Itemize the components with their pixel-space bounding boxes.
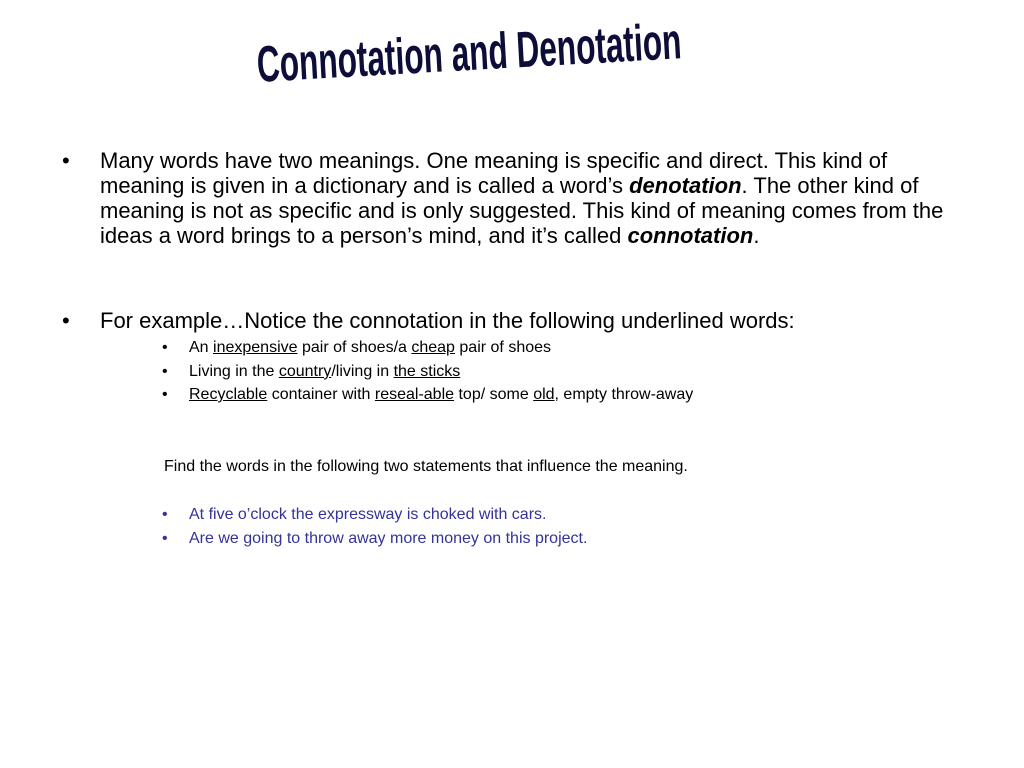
example-text: top/ some <box>454 386 534 403</box>
slide-title: Connotation and Denotation <box>255 12 683 93</box>
statement-list <box>162 503 962 550</box>
bullet-example <box>62 308 962 333</box>
underlined-word: inexpensive <box>213 339 298 356</box>
underlined-word: the sticks <box>393 362 461 380</box>
example-text: pair of shoes <box>454 339 552 356</box>
bullet-example-text: For example…Notice the connotation in the following underlined words: <box>100 308 795 333</box>
example-text: Living in the <box>189 362 279 380</box>
title-area <box>0 0 1024 110</box>
title-svg <box>0 0 1024 110</box>
bullet-marker: • <box>162 529 168 547</box>
example-item <box>162 383 962 407</box>
statement-text: Are we going to throw away more money on this project. <box>189 529 588 547</box>
statement-text: At five o’clock the expressway is choked with cars. <box>189 506 547 523</box>
example-text: An <box>189 339 214 356</box>
bullet-definition <box>62 148 962 248</box>
statement-item <box>162 527 962 551</box>
example-text: /living in <box>331 362 394 380</box>
bullet-marker: • <box>162 386 168 403</box>
example-item <box>162 336 962 360</box>
underlined-word: cheap <box>411 339 455 356</box>
underlined-word: Recyclable <box>189 386 268 403</box>
example-item <box>162 360 962 384</box>
bullet-marker: • <box>162 362 168 380</box>
definition-text-part: . <box>753 223 760 248</box>
instruction-text: Find the words in the following two statements that influence the meaning. <box>164 458 688 475</box>
definition-text-part: Many words have two meanings. One meaning is specific and direct. This kind of meaning is given in a dictionary and is called a word’s <box>100 148 888 198</box>
term-connotation: connotation <box>627 223 754 248</box>
example-list <box>162 336 962 407</box>
bullet-marker: • <box>62 148 70 173</box>
statement-item <box>162 503 962 527</box>
bullet-marker: • <box>62 308 70 333</box>
underlined-word: country <box>278 362 332 380</box>
example-text: pair of shoes/a <box>297 339 412 356</box>
example-text: empty throw-away <box>558 386 694 403</box>
term-denotation: denotation <box>629 173 742 198</box>
definition-text-part: . The other kind of meaning is not as specific and is only suggested. This kind of meaning comes from the ideas a word brings to a person’s mind, and it’s called <box>100 173 944 248</box>
bullet-marker: • <box>162 506 168 523</box>
example-text: container with <box>267 386 375 403</box>
underlined-word: old, <box>533 386 559 403</box>
bullet-definition-text <box>100 148 962 248</box>
underlined-word: reseal-able <box>374 386 455 403</box>
bullet-marker: • <box>162 339 168 356</box>
